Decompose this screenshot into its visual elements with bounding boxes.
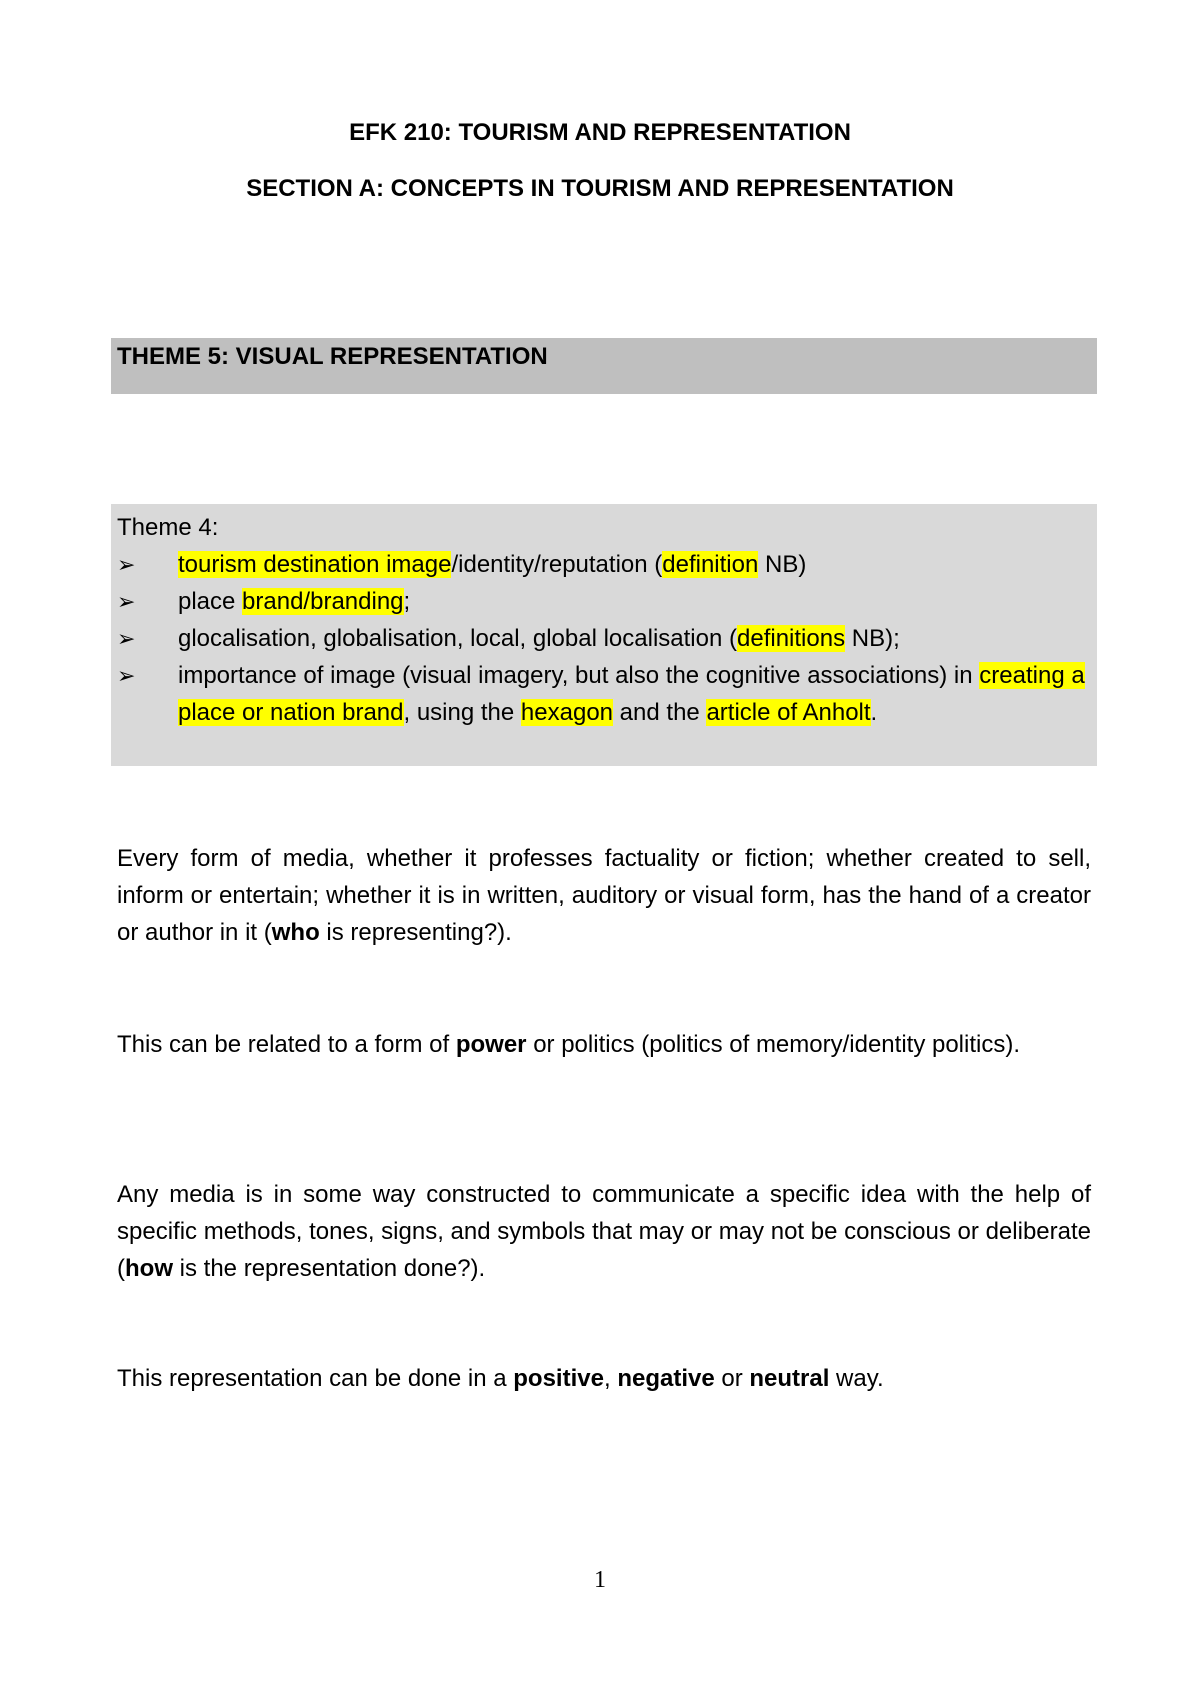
list-item	[117, 620, 1091, 657]
list-item	[117, 583, 1091, 620]
highlighted-text: definitions	[737, 625, 846, 652]
paragraph-representation-types	[117, 1360, 1091, 1397]
bold-term: neutral	[749, 1365, 830, 1392]
highlighted-text: brand/branding	[242, 588, 404, 615]
bullet-text: glocalisation, globalisation, local, global localisation (	[178, 625, 737, 652]
course-title: EFK 210: TOURISM AND REPRESENTATION	[349, 119, 851, 146]
highlighted-text: definition	[662, 551, 759, 578]
theme-title-box	[111, 338, 1097, 394]
bold-term: who	[271, 919, 320, 946]
paragraph-text: is the representation done?).	[173, 1255, 486, 1282]
paragraph-text: This can be related to a form of	[117, 1031, 456, 1058]
bold-term: power	[455, 1031, 527, 1058]
bullet-text: place	[178, 588, 243, 615]
recap-bullet-list	[117, 546, 1091, 731]
bullet-text: , using the	[403, 699, 521, 726]
bullet-text: importance of image (visual imagery, but also the cognitive associations) in	[178, 662, 980, 689]
arrow-bullet-icon: ➢	[117, 626, 136, 651]
arrow-bullet-icon: ➢	[117, 552, 136, 577]
recap-box	[111, 504, 1097, 766]
paragraph-power-politics	[117, 1026, 1091, 1063]
bold-term: negative	[617, 1365, 715, 1392]
paragraph-text: ,	[603, 1365, 618, 1392]
highlighted-text: tourism destination image	[178, 551, 452, 578]
bullet-text: and the	[613, 699, 707, 726]
paragraph-text: or	[714, 1365, 750, 1392]
bold-term: positive	[513, 1365, 604, 1392]
bullet-text: NB);	[845, 625, 900, 652]
section-title: SECTION A: CONCEPTS IN TOURISM AND REPRESENTATION	[246, 175, 954, 202]
page-number: 1	[594, 1567, 606, 1593]
arrow-bullet-icon: ➢	[117, 589, 136, 614]
list-item	[117, 546, 1091, 583]
paragraph-text: way.	[829, 1365, 884, 1392]
bullet-text: NB)	[758, 551, 807, 578]
arrow-bullet-icon: ➢	[117, 663, 136, 688]
paragraph-text: is representing?).	[319, 919, 512, 946]
bullet-text: ;	[403, 588, 411, 615]
bold-term: how	[125, 1255, 173, 1282]
recap-heading: Theme 4:	[117, 514, 219, 541]
highlighted-text: creating a place or nation brand	[178, 662, 1085, 726]
paragraph-text: or politics (politics of memory/identity politics).	[526, 1031, 1021, 1058]
highlighted-text: hexagon	[520, 699, 614, 726]
paragraph-text: Every form of media, whether it professes factuality or fiction; whether created to sell, inform or entertain; whether it is in written, auditory or visual form, has the hand of a creator or author in it (	[117, 845, 1091, 946]
theme-title: THEME 5: VISUAL REPRESENTATION	[117, 343, 548, 370]
bullet-text: /identity/reputation (	[451, 551, 663, 578]
list-item	[117, 657, 1091, 731]
bullet-text: .	[870, 699, 878, 726]
highlighted-text: article of Anholt	[706, 699, 871, 726]
paragraph-text: Any media is in some way constructed to communicate a specific idea with the help of specific methods, tones, signs, and symbols that may or may not be conscious or deliberate (	[117, 1181, 1091, 1282]
paragraph-media-construction	[117, 1176, 1091, 1287]
paragraph-media-authorship	[117, 840, 1091, 951]
paragraph-text: This representation can be done in a	[117, 1365, 514, 1392]
